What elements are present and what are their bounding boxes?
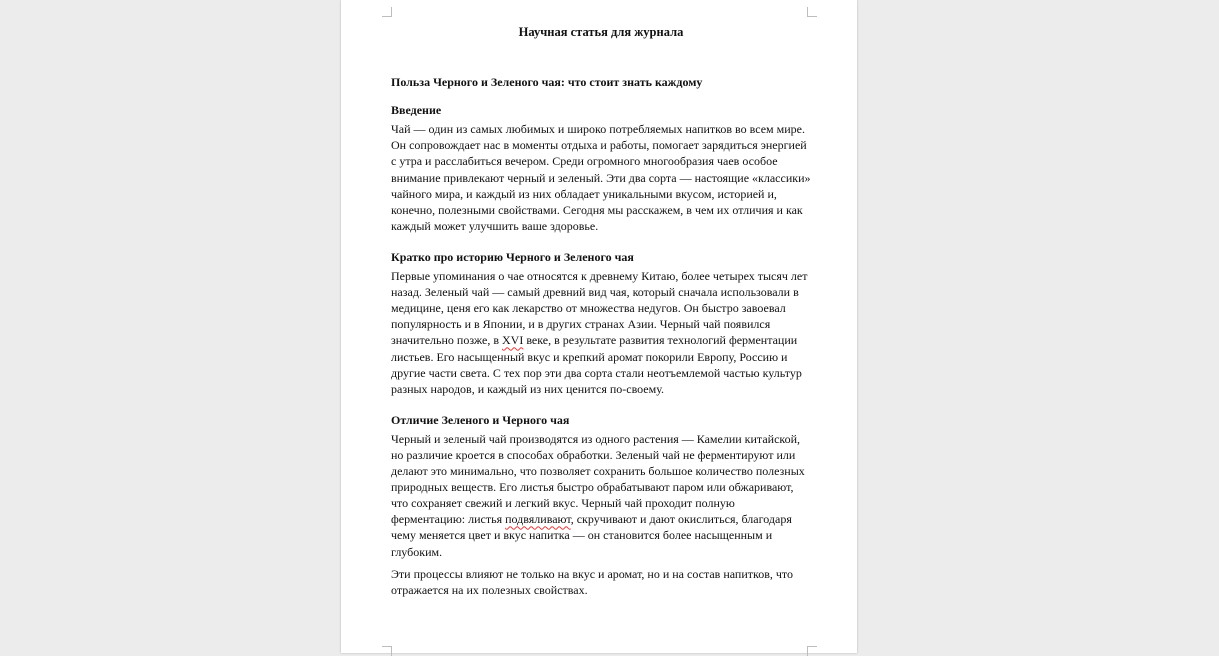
page-corner-mark-top-left <box>382 7 392 17</box>
paragraph-history-part2: веке, в результате развития технологий ферментации листьев. Его насыщенный вкус и крепкий аромат покорили Европу, Россию и другие части света. С тех пор эти два сорта стали неотъемлемой частью культур разных народов, и каждый из них ценится по-своему. <box>391 333 802 396</box>
paragraph-differences-1 <box>391 431 811 560</box>
document-page[interactable] <box>341 0 857 653</box>
paragraph-history <box>391 268 811 397</box>
document-body[interactable] <box>391 24 811 613</box>
section-heading-differences: Отличие Зеленого и Черного чая <box>391 412 570 427</box>
paragraph-differences-2: Эти процессы влияют не только на вкус и аромат, но и на состав напитков, что отражается на их полезных свойствах. <box>391 566 794 597</box>
paragraph-differences-part1: Черный и зеленый чай производятся из одного растения — Камелии китайской, но различие кроется в способах обработки. Зеленый чай не ферментируют или делают это минимально, что позволяет сохранить большое количество полезных природных веществ. Его листья быстро обрабатывают паром или обжаривают, что сохраняет свежий и легкий вкус. Черный чай проходит полную ферментацию: листья <box>391 431 805 527</box>
page-corner-mark-top-right <box>807 7 817 17</box>
paragraph-history-part1: Первые упоминания о чае относятся к древнему Китаю, более четырех тысяч лет назад. Зеленый чай — самый древний вид чая, который сначала использовали в медицине, ценя его как лекарство от множества недугов. Он быстро завоевал популярность и в Японии, и в других странах Азии. Черный чай появился значительно позже, в <box>391 269 808 348</box>
spellcheck-flagged-word[interactable]: XVI <box>502 333 524 348</box>
page-corner-mark-bottom-right <box>807 646 817 656</box>
page-corner-mark-bottom-left <box>382 646 392 656</box>
section-heading-history: Кратко про историю Черного и Зеленого чая <box>391 249 634 264</box>
section-heading-introduction: Введение <box>391 103 442 118</box>
document-header-title: Научная статья для журнала <box>518 25 684 39</box>
spellcheck-flagged-word[interactable]: подвяливают <box>505 512 571 527</box>
paragraph-differences-part2: , скручивают и дают окислиться, благодаря чему меняется цвет и вкус напитка — он становится более насыщенным и глубоким. <box>391 512 792 559</box>
paragraph-introduction: Чай — один из самых любимых и широко потребляемых напитков во всем мире. Он сопровождает нас в моменты отдыха и работы, помогает зарядиться энергией с утра и расслабиться вечером. Среди огромного многообразия чаев особое внимание привлекают черный и зеленый. Эти два сорта — настоящие «классики» чайного мира, и каждый из них обладает уникальными вкусом, историей и, конечно, полезными свойствами. Сегодня мы расскажем, в чем их отличия и как каждый может улучшить ваше здоровье. <box>391 122 811 233</box>
article-title: Польза Черного и Зеленого чая: что стоит знать каждому <box>391 75 703 90</box>
